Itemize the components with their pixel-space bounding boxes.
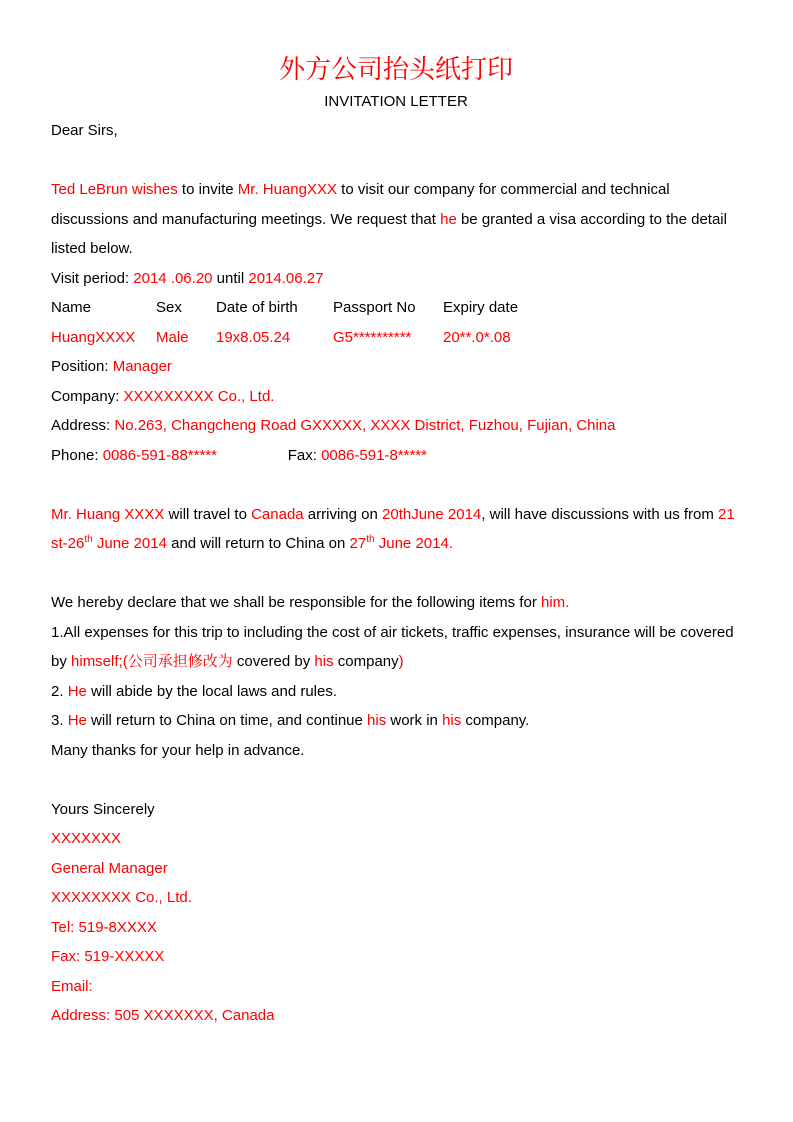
col-name: Name [51, 299, 92, 316]
text-run: Ted LeBrun wishes [51, 181, 178, 198]
text-run: 2. [51, 682, 68, 700]
salutation [51, 116, 741, 146]
item-2 [51, 677, 741, 707]
text-run: He [67, 682, 87, 700]
text-run: his [442, 712, 462, 729]
text-run: company. [461, 712, 530, 729]
closing-line [51, 795, 741, 825]
signer-fax [51, 942, 741, 972]
text-run: Mr. Huang XXXX [51, 505, 165, 523]
text-run: himself;(公司承担修改为 [71, 653, 233, 670]
address-line [51, 411, 741, 441]
text-run: Visit period: [51, 269, 134, 287]
text-run: his [314, 653, 334, 670]
text-run: covered by [232, 653, 315, 670]
value-passport: G5********** [333, 328, 412, 346]
text-run: to visit our company for commercial and technical discussions and manufacturing meetings. We request that [51, 181, 674, 228]
text-run: 3. [51, 712, 68, 729]
text-run: XXXXXXXXX Co., Ltd. [123, 387, 275, 405]
text-run: 20thJune 2014 [382, 505, 482, 523]
text-run: will abide by the local laws and rules. [86, 682, 338, 700]
text-run: June 2014. [374, 535, 453, 552]
text-run: Yours Sincerely [51, 800, 155, 818]
value-dob: 19x8.05.24 [216, 328, 291, 346]
text-run: Fax: [287, 446, 322, 464]
text-run: Email: [51, 977, 93, 995]
thanks-line [51, 736, 741, 766]
signer-address [51, 1001, 741, 1031]
text-run: th [366, 534, 375, 545]
letter-body [51, 116, 741, 1031]
text-run: Position: [51, 358, 113, 375]
text-run: Address: 505 XXXXXXX, Canada [51, 1007, 275, 1024]
text-run: th [84, 534, 93, 545]
text-run: him. [540, 594, 570, 611]
text-run: 1.All expenses for this trip to including the cost of air tickets, traffic expenses, insurance will be covered by [51, 623, 738, 670]
value-expiry: 20**.0*.08 [443, 328, 511, 346]
text-run: Canada [251, 505, 304, 523]
text-run: Company: [51, 387, 124, 405]
phone-value: 0086-591-88***** [102, 446, 217, 464]
text-run: and will return to China on [166, 535, 350, 552]
text-run: Manager [112, 358, 172, 375]
text-run: until [212, 269, 249, 287]
position-line [51, 352, 741, 382]
document-subtitle: INVITATION LETTER [324, 93, 468, 110]
col-passport: Passport No [333, 299, 416, 316]
signer-title [51, 854, 741, 884]
intro-paragraph [51, 175, 741, 264]
company-line [51, 382, 741, 412]
signer-tel [51, 913, 741, 943]
travel-paragraph [51, 500, 741, 559]
text-run: General Manager [51, 859, 168, 877]
document-title: 外方公司抬头纸打印 [278, 55, 513, 84]
col-dob: Date of birth [216, 299, 298, 316]
text-run: to invite [177, 181, 238, 198]
text-run: company [333, 653, 399, 670]
text-run: his [367, 712, 387, 729]
signer-email [51, 972, 741, 1002]
text-run: will travel to [164, 505, 252, 523]
text-run: Phone: [51, 446, 103, 464]
text-run: Dear Sirs, [51, 122, 118, 139]
signer-name [51, 824, 741, 854]
text-run: Fax: 519-XXXXX [51, 948, 165, 965]
text-run: Mr. HuangXXX [237, 181, 337, 198]
spacer [51, 559, 741, 589]
value-sex: Male [156, 328, 189, 346]
text-run: Address: [51, 417, 115, 434]
phone-fax-line [51, 441, 741, 471]
text-run: No.263, Changcheng Road GXXXXX, XXXX District, Fuzhou, Fujian, China [114, 417, 616, 434]
visitor-table-row [51, 323, 741, 353]
text-run: We hereby declare that we shall be responsible for the following items for [51, 594, 541, 611]
text-run: work in [386, 712, 443, 729]
item-1 [51, 618, 741, 677]
text-run: XXXXXXX [51, 830, 122, 847]
spacer [51, 146, 741, 176]
text-run: XXXXXXXX Co., Ltd. [51, 889, 192, 906]
item-3 [51, 706, 741, 736]
spacer [51, 470, 741, 500]
text-run: 2014.06.27 [248, 269, 324, 287]
text-run: 2014 .06.20 [133, 269, 213, 287]
col-expiry: Expiry date [443, 299, 519, 316]
spacer [51, 765, 741, 795]
text-run: he [440, 210, 457, 228]
text-run: Many thanks for your help in advance. [51, 741, 305, 759]
text-run: arriving on [303, 505, 383, 523]
visitor-table-header [51, 293, 741, 323]
fax-value: 0086-591-8***** [321, 446, 427, 464]
text-run: , will have discussions with us from [481, 505, 719, 523]
text-run: 27 [349, 535, 367, 552]
text-run: He [67, 712, 87, 729]
text-run: Tel: 519-8XXXX [51, 918, 157, 936]
declaration-line [51, 588, 741, 618]
visit-period-line [51, 264, 741, 294]
text-run: will return to China on time, and continue [86, 712, 368, 729]
col-sex: Sex [156, 299, 182, 316]
text-run: ) [398, 653, 404, 670]
value-name: HuangXXXX [51, 328, 136, 346]
signer-company [51, 883, 741, 913]
text-run: June 2014 [92, 535, 167, 552]
text-run: be granted a visa according to the detail listed below. [51, 210, 732, 257]
text-run: 21 st-26 [51, 505, 739, 552]
